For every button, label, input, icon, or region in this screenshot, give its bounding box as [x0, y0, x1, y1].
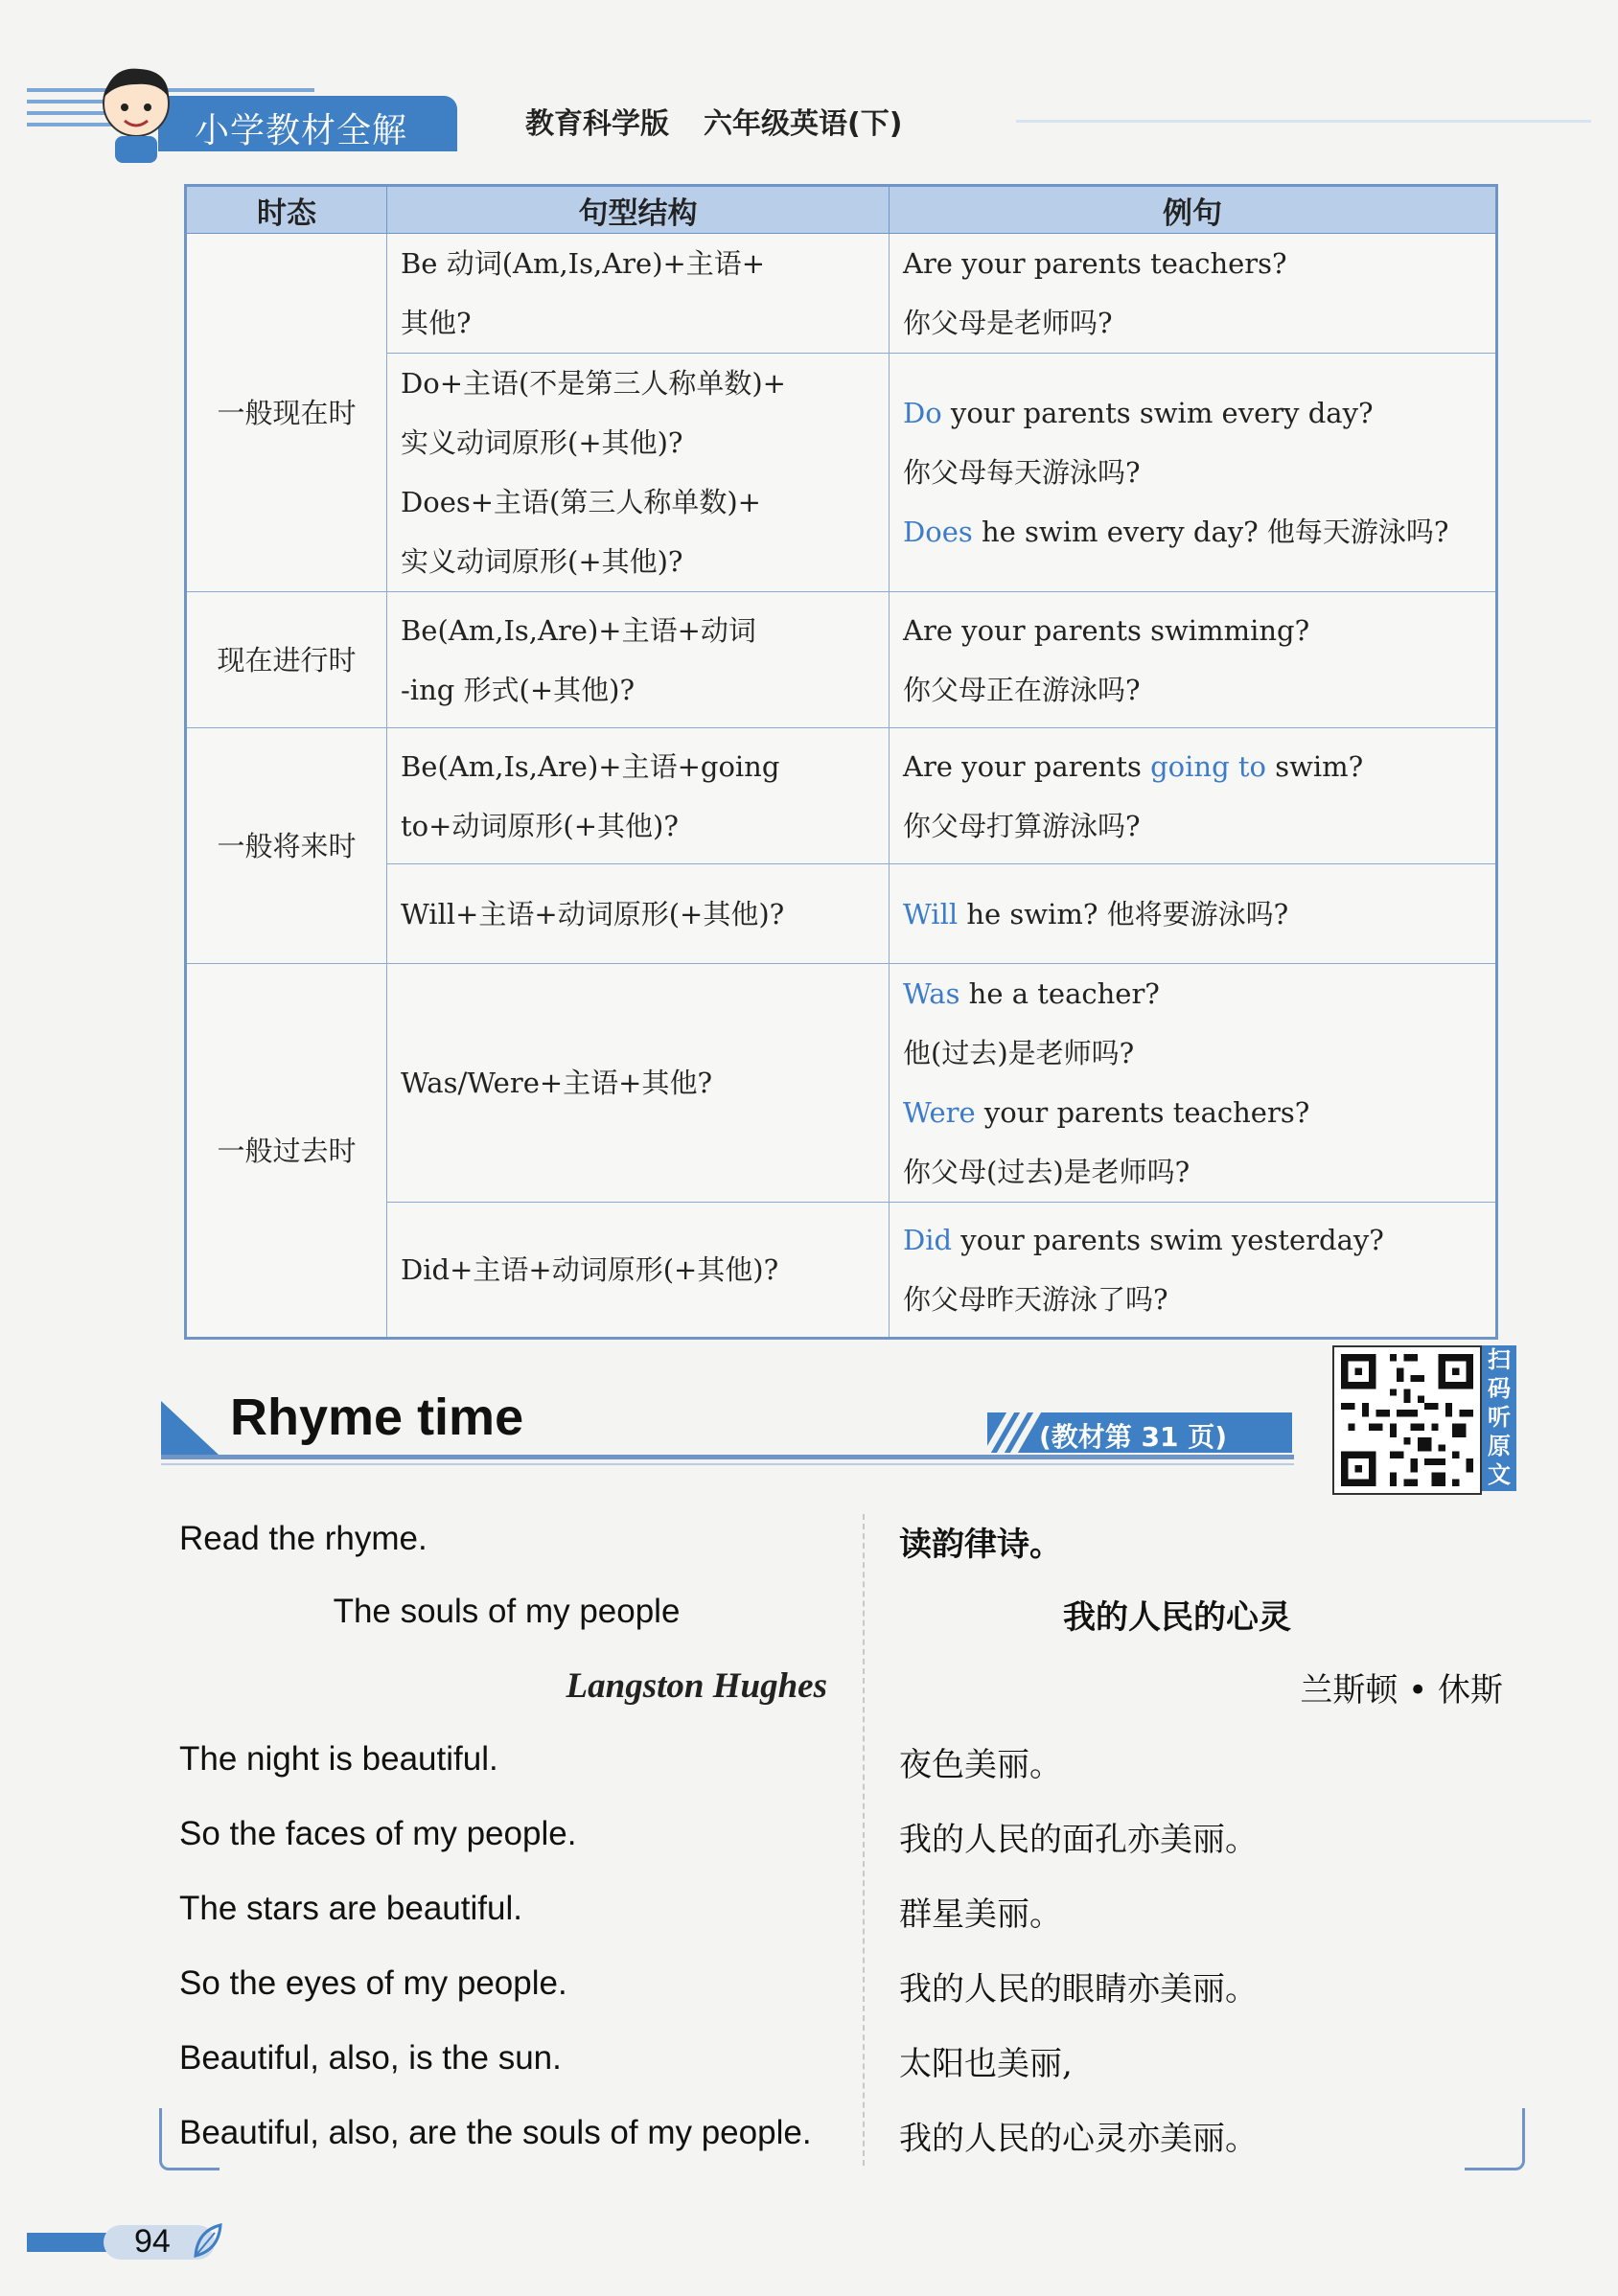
example-line: 你父母昨天游泳了吗?	[903, 1283, 1168, 1316]
example-text: Are your parents	[903, 749, 1151, 783]
structure-cell: Was/Were+主语+其他?	[387, 964, 890, 1203]
example-line	[903, 737, 1482, 796]
tense-cell: 一般现在时	[186, 234, 387, 592]
zh-poem-author: 兰斯顿 • 休斯	[1300, 1671, 1503, 1710]
example-cell	[890, 354, 1497, 592]
table-header-row	[186, 186, 1497, 234]
example-line	[903, 964, 1482, 1023]
structure-cell	[387, 728, 890, 864]
scan-to-listen-label	[1482, 1345, 1516, 1491]
en-line: The night is beautiful.	[179, 1740, 498, 1778]
example-cell	[890, 234, 1497, 354]
tense-cell: 一般将来时	[186, 728, 387, 964]
structure-line: Does+主语(第三人称单数)+	[401, 486, 761, 518]
structure-cell	[387, 592, 890, 728]
qr-code-icon[interactable]	[1332, 1345, 1482, 1495]
column-divider	[863, 1514, 865, 2166]
example-cell	[890, 1203, 1497, 1339]
en-instruction: Read the rhyme.	[179, 1520, 428, 1557]
cartoon-boy-icon	[82, 59, 190, 165]
zh-line: 我的人民的心灵亦美丽。	[899, 2120, 1258, 2158]
section-triangle-icon	[161, 1401, 219, 1455]
example-text: he swim? 他将要游泳吗?	[958, 897, 1289, 930]
example-text: your parents swim every day?	[941, 397, 1374, 429]
example-line: 你父母(过去)是老师吗?	[903, 1156, 1190, 1188]
header-rule	[1016, 120, 1591, 123]
book-info	[525, 100, 936, 142]
highlight-word: Do	[903, 397, 942, 429]
example-cell	[890, 592, 1497, 728]
example-text: swim?	[1265, 749, 1364, 783]
textbook-page-ref	[987, 1412, 1292, 1453]
qr-label-char: 原	[1488, 1433, 1511, 1459]
example-cell	[890, 864, 1497, 964]
en-poem-author: Langston Hughes	[566, 1666, 827, 1706]
example-line: 他(过去)是老师吗?	[903, 1037, 1135, 1069]
example-line	[903, 383, 1482, 443]
table-row	[186, 728, 1497, 864]
bracket-left	[159, 2108, 220, 2170]
structure-line: 实义动词原形(+其他)?	[401, 426, 683, 459]
series-tab	[158, 96, 457, 151]
zh-instruction: 读韵律诗。	[899, 1526, 1062, 1564]
qr-label-char: 扫	[1488, 1346, 1511, 1373]
structure-cell: Did+主语+动词原形(+其他)?	[387, 1203, 890, 1339]
example-line: 你父母每天游泳吗?	[903, 456, 1141, 489]
structure-line: Do+主语(不是第三人称单数)+	[401, 367, 786, 400]
tense-cell: 现在进行时	[186, 592, 387, 728]
example-line	[903, 1210, 1482, 1270]
section-rule	[161, 1455, 1294, 1459]
zh-line: 我的人民的面孔亦美丽。	[899, 1821, 1258, 1859]
example-text: your parents teachers?	[975, 1096, 1310, 1129]
structure-line: -ing 形式(+其他)?	[401, 673, 636, 706]
example-text: he a teacher?	[959, 977, 1160, 1010]
example-text: he swim every day? 他每天游泳吗?	[972, 516, 1449, 548]
table-row	[186, 964, 1497, 1203]
series-title: 小学教材全解	[195, 111, 408, 150]
zh-line: 群星美丽。	[899, 1895, 1062, 1934]
qr-label-char: 码	[1488, 1375, 1511, 1402]
header-tense: 时态	[186, 186, 387, 234]
example-line: 你父母是老师吗?	[903, 307, 1113, 339]
leaf-icon	[192, 2221, 224, 2260]
header-example: 例句	[890, 186, 1497, 234]
example-line: Are your parents swimming?	[903, 613, 1310, 647]
en-line: Beautiful, also, are the souls of my people.	[179, 2114, 812, 2151]
structure-line: to+动词原形(+其他)?	[401, 809, 679, 842]
en-line: So the eyes of my people.	[179, 1964, 567, 2002]
book-title: 六年级英语(下)	[704, 107, 903, 141]
en-line: The stars are beautiful.	[179, 1890, 522, 1927]
structure-line: Be 动词(Am,Is,Are)+主语+	[401, 247, 766, 280]
section-title: Rhyme time	[230, 1389, 524, 1446]
highlight-word: Does	[903, 516, 973, 548]
example-line	[903, 502, 1482, 562]
edition: 教育科学版	[525, 107, 669, 141]
highlight-word: Were	[903, 1096, 976, 1129]
structure-cell: Will+主语+动词原形(+其他)?	[387, 864, 890, 964]
example-cell	[890, 964, 1497, 1203]
example-text: your parents swim yesterday?	[952, 1224, 1384, 1256]
table-row	[186, 592, 1497, 728]
example-line	[903, 1083, 1482, 1142]
structure-line: Be(Am,Is,Are)+主语+动词	[401, 613, 756, 647]
page-ref-text: (教材第 31 页)	[1039, 1421, 1228, 1453]
structure-line: Be(Am,Is,Are)+主语+going	[401, 749, 780, 783]
structure-line: 实义动词原形(+其他)?	[401, 545, 683, 578]
highlight-word: going to	[1150, 749, 1266, 783]
structure-cell	[387, 234, 890, 354]
section-rule-thin	[161, 1463, 1294, 1465]
header-structure: 句型结构	[387, 186, 890, 234]
highlight-word: Was	[903, 977, 960, 1010]
example-cell	[890, 728, 1497, 864]
bracket-right	[1465, 2108, 1525, 2170]
example-line: 你父母打算游泳吗?	[903, 809, 1141, 842]
en-line: Beautiful, also, is the sun.	[179, 2039, 562, 2077]
tense-cell: 一般过去时	[186, 964, 387, 1339]
highlight-word: Will	[903, 897, 959, 930]
zh-poem-title: 我的人民的心灵	[1063, 1598, 1291, 1637]
example-line: Are your parents teachers?	[903, 247, 1287, 280]
table-row	[186, 234, 1497, 354]
en-line: So the faces of my people.	[179, 1815, 577, 1852]
example-line: 你父母正在游泳吗?	[903, 673, 1141, 706]
zh-line: 夜色美丽。	[899, 1746, 1062, 1784]
zh-line: 太阳也美丽,	[899, 2045, 1073, 2083]
qr-label-char: 文	[1488, 1461, 1511, 1488]
structure-line: 其他?	[401, 307, 472, 339]
page-number: 94	[134, 2223, 171, 2260]
grammar-table	[184, 184, 1498, 1340]
structure-cell	[387, 354, 890, 592]
highlight-word: Did	[903, 1224, 953, 1256]
en-poem-title: The souls of my people	[333, 1593, 681, 1630]
zh-line: 我的人民的眼睛亦美丽。	[899, 1970, 1258, 2009]
qr-label-char: 听	[1488, 1404, 1511, 1431]
